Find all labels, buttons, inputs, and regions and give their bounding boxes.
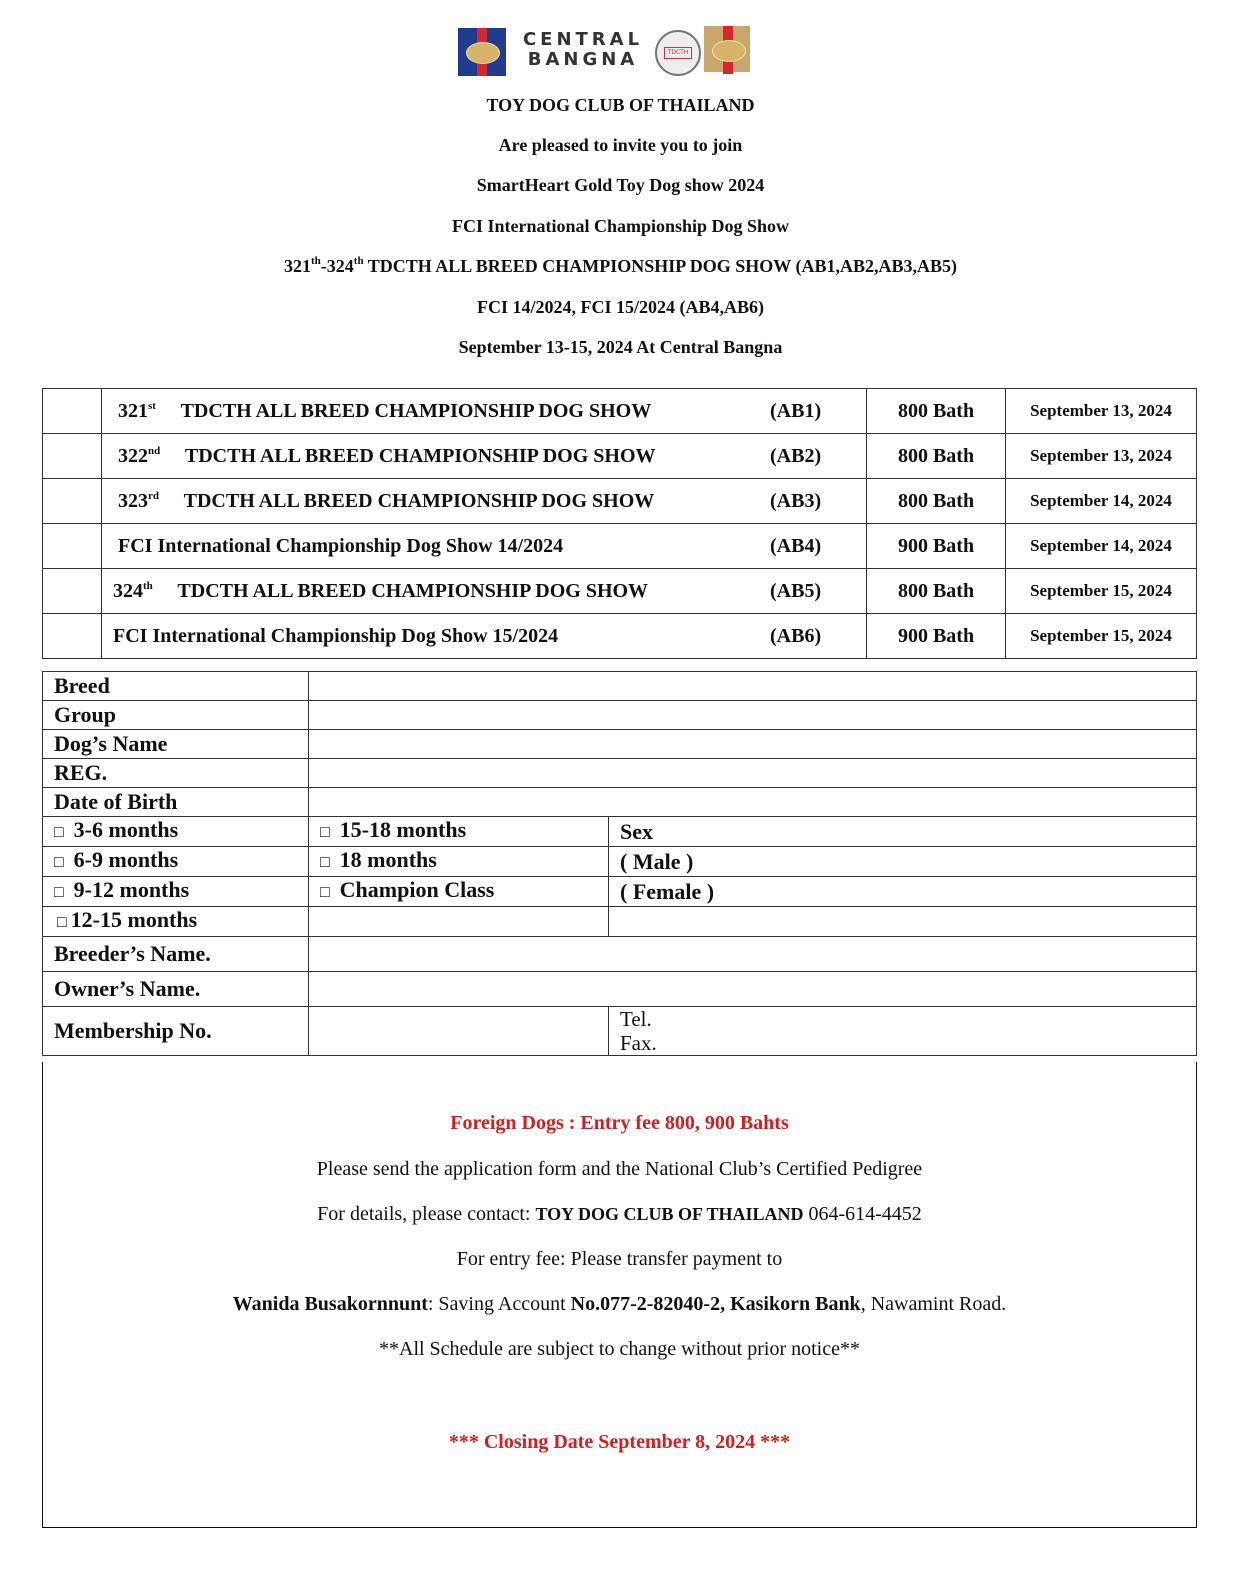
show-title-cell (102, 434, 867, 479)
show-number-suffix: th (143, 580, 153, 592)
tel-fax-field[interactable] (609, 1007, 1197, 1056)
owner-field[interactable] (309, 972, 1197, 1007)
class-label: 18 months (339, 847, 437, 872)
central-bangna-logo (518, 30, 648, 70)
ribbon-medal-gold-icon (704, 26, 750, 72)
dob-label: Date of Birth (43, 788, 309, 817)
checkbox-icon[interactable]: □ (54, 824, 64, 841)
show-title: TDCTH ALL BREED CHAMPIONSHIP DOG SHOW (180, 400, 652, 422)
send-instructions: Please send the application form and the National Club’s Certified Pedigree (316, 1158, 923, 1180)
fci-numbers: FCI 14/2024, FCI 15/2024 (AB4,AB6) (477, 297, 764, 317)
show-code: (AB4) (770, 535, 822, 557)
form-row-group (43, 701, 1197, 730)
invite-line: Are pleased to invite you to join (498, 135, 743, 155)
show-number-suffix: st (148, 400, 156, 412)
checkbox-icon[interactable]: □ (54, 854, 64, 871)
medal-shape (466, 42, 500, 64)
class-label: 9-12 months (73, 877, 190, 902)
payment-details (43, 1293, 1196, 1316)
breed-field[interactable] (309, 672, 1197, 701)
show-name (118, 535, 563, 558)
payment-intro: For entry fee: Please transfer payment to (456, 1248, 783, 1270)
class-option-9-12[interactable] (43, 877, 309, 907)
show-date: September 15, 2024 (1006, 569, 1197, 614)
class-option-18[interactable] (309, 847, 609, 877)
sex-option-female[interactable]: ( Female ) (609, 877, 1197, 907)
class-label: Champion Class (339, 877, 495, 902)
show-fee: 800 Bath (867, 569, 1006, 614)
form-row-dob (43, 788, 1197, 817)
account-number: No.077-2-82040-2, (570, 1293, 731, 1315)
shows-table (42, 388, 1197, 659)
medal-shape (712, 40, 746, 62)
show-code: (AB5) (770, 580, 822, 602)
show-name (113, 625, 558, 648)
show-title: TDCTH ALL BREED CHAMPIONSHIP DOG SHOW (183, 490, 655, 512)
club-seal-icon (655, 30, 701, 76)
sex-label: Sex (609, 817, 1197, 847)
show-code: (AB1) (770, 400, 822, 422)
show-fee: 900 Bath (867, 524, 1006, 569)
show-number: 324 (113, 580, 143, 602)
form-row-membership (43, 1007, 1197, 1056)
show-date: September 13, 2024 (1006, 434, 1197, 479)
class-row-2 (43, 847, 1197, 877)
class-option-champion[interactable] (309, 877, 609, 907)
show-select-cell[interactable] (43, 434, 102, 479)
empty-cell (309, 907, 609, 937)
checkbox-icon[interactable]: □ (320, 854, 330, 871)
fax-label: Fax. (620, 1031, 657, 1055)
show-select-cell[interactable] (43, 569, 102, 614)
show-name (118, 400, 651, 423)
event-title: SmartHeart Gold Toy Dog show 2024 (476, 175, 765, 195)
class-option-3-6[interactable] (43, 817, 309, 847)
show-select-cell[interactable] (43, 479, 102, 524)
dob-field[interactable] (309, 788, 1197, 817)
checkbox-icon[interactable]: □ (320, 824, 330, 841)
breed-label: Breed (43, 672, 309, 701)
empty-cell (609, 907, 1197, 937)
entry-form (42, 671, 1197, 1056)
bank-name: Kasikorn Bank (730, 1293, 861, 1315)
class-row-4 (43, 907, 1197, 937)
owner-label: Owner’s Name. (43, 972, 309, 1007)
class-row-1 (43, 817, 1197, 847)
sponsor-logos (458, 24, 750, 76)
form-row-breed (43, 672, 1197, 701)
reg-label: REG. (43, 759, 309, 788)
show-date: September 15, 2024 (1006, 614, 1197, 659)
show-date: September 13, 2024 (1006, 389, 1197, 434)
show-name (118, 445, 656, 468)
group-label: Group (43, 701, 309, 730)
show-name (118, 490, 654, 513)
show-title: FCI International Championship Dog Show 15/2024 (113, 625, 559, 647)
sex-option-male[interactable]: ( Male ) (609, 847, 1197, 877)
checkbox-icon[interactable]: □ (320, 884, 330, 901)
show-title-cell (102, 524, 867, 569)
show-code: (AB2) (770, 445, 822, 467)
membership-label: Membership No. (43, 1007, 309, 1056)
range-start-sup: th (311, 255, 321, 267)
foreign-dogs-fee: Foreign Dogs : Entry fee 800, 900 Bahts (450, 1112, 789, 1134)
show-row (43, 524, 1197, 569)
show-date: September 14, 2024 (1006, 479, 1197, 524)
show-title-cell (102, 569, 867, 614)
show-number-suffix: nd (148, 445, 161, 457)
membership-field[interactable] (309, 1007, 609, 1056)
show-select-cell[interactable] (43, 524, 102, 569)
club-title: TOY DOG CLUB OF THAILAND (486, 95, 755, 115)
class-option-15-18[interactable] (309, 817, 609, 847)
show-fee: 800 Bath (867, 389, 1006, 434)
fci-title: FCI International Championship Dog Show (451, 216, 790, 236)
form-row-owner (43, 972, 1197, 1007)
checkbox-icon[interactable]: □ (54, 884, 64, 901)
class-row-3 (43, 877, 1197, 907)
show-title-cell (102, 389, 867, 434)
contact-line (43, 1203, 1196, 1226)
class-label: 12-15 months (70, 907, 198, 932)
contact-phone: 064-614-4452 (803, 1203, 922, 1225)
show-range-line (0, 256, 1241, 277)
range-end-sup: th (353, 255, 364, 267)
bank-branch: , Nawamint Road. (860, 1293, 1007, 1315)
show-number: 322 (118, 445, 148, 467)
range-title: TDCTH ALL BREED CHAMPIONSHIP DOG SHOW (AB1,AB2,AB3,AB5) (363, 256, 957, 276)
show-title-cell (102, 614, 867, 659)
range-end: -324 (320, 256, 354, 276)
form-row-dog-name (43, 730, 1197, 759)
show-number-suffix: rd (148, 490, 159, 502)
show-row (43, 434, 1197, 479)
show-row (43, 569, 1197, 614)
class-label: 6-9 months (73, 847, 179, 872)
show-select-cell[interactable] (43, 614, 102, 659)
show-fee: 800 Bath (867, 434, 1006, 479)
account-prefix: : Saving Account (427, 1293, 571, 1315)
info-box (42, 1062, 1197, 1528)
contact-prefix: For details, please contact: (317, 1203, 536, 1225)
show-select-cell[interactable] (43, 389, 102, 434)
brand-line-1: CENTRAL (522, 29, 644, 50)
show-fee: 900 Bath (867, 614, 1006, 659)
show-code: (AB3) (770, 490, 822, 512)
contact-org: TOY DOG CLUB OF THAILAND (535, 1204, 804, 1224)
show-title: TDCTH ALL BREED CHAMPIONSHIP DOG SHOW (184, 445, 656, 467)
dog-name-field[interactable] (309, 730, 1197, 759)
show-number: 321 (118, 400, 148, 422)
range-start: 321 (284, 256, 311, 276)
checkbox-icon[interactable]: □ (57, 914, 67, 931)
show-code: (AB6) (770, 625, 822, 647)
class-option-6-9[interactable] (43, 847, 309, 877)
group-field[interactable] (309, 701, 1197, 730)
ribbon-medal-blue-icon (458, 28, 506, 76)
show-title: TDCTH ALL BREED CHAMPIONSHIP DOG SHOW (177, 580, 649, 602)
show-number: 323 (118, 490, 148, 512)
class-label: 15-18 months (339, 817, 467, 842)
show-title: FCI International Championship Dog Show 14/2024 (118, 535, 564, 557)
dates-venue: September 13-15, 2024 At Central Bangna (458, 337, 783, 357)
show-name (113, 580, 648, 603)
form-row-reg (43, 759, 1197, 788)
tel-label: Tel. (620, 1007, 652, 1031)
payee-name: Wanida Busakornnunt (232, 1293, 428, 1315)
breeder-field[interactable] (309, 937, 1197, 972)
dog-name-label: Dog’s Name (43, 730, 309, 759)
reg-field[interactable] (309, 759, 1197, 788)
show-row (43, 389, 1197, 434)
show-fee: 800 Bath (867, 479, 1006, 524)
show-title-cell (102, 479, 867, 524)
show-row (43, 614, 1197, 659)
show-date: September 14, 2024 (1006, 524, 1197, 569)
class-label: 3-6 months (73, 817, 179, 842)
breeder-label: Breeder’s Name. (43, 937, 309, 972)
class-option-12-15[interactable] (43, 907, 309, 937)
form-row-breeder (43, 937, 1197, 972)
brand-line-2: BANGNA (527, 49, 639, 70)
show-row (43, 479, 1197, 524)
closing-date: *** Closing Date September 8, 2024 *** (448, 1431, 791, 1453)
seal-text: TDCTH (664, 47, 692, 59)
schedule-notice: **All Schedule are subject to change without prior notice** (379, 1338, 860, 1360)
